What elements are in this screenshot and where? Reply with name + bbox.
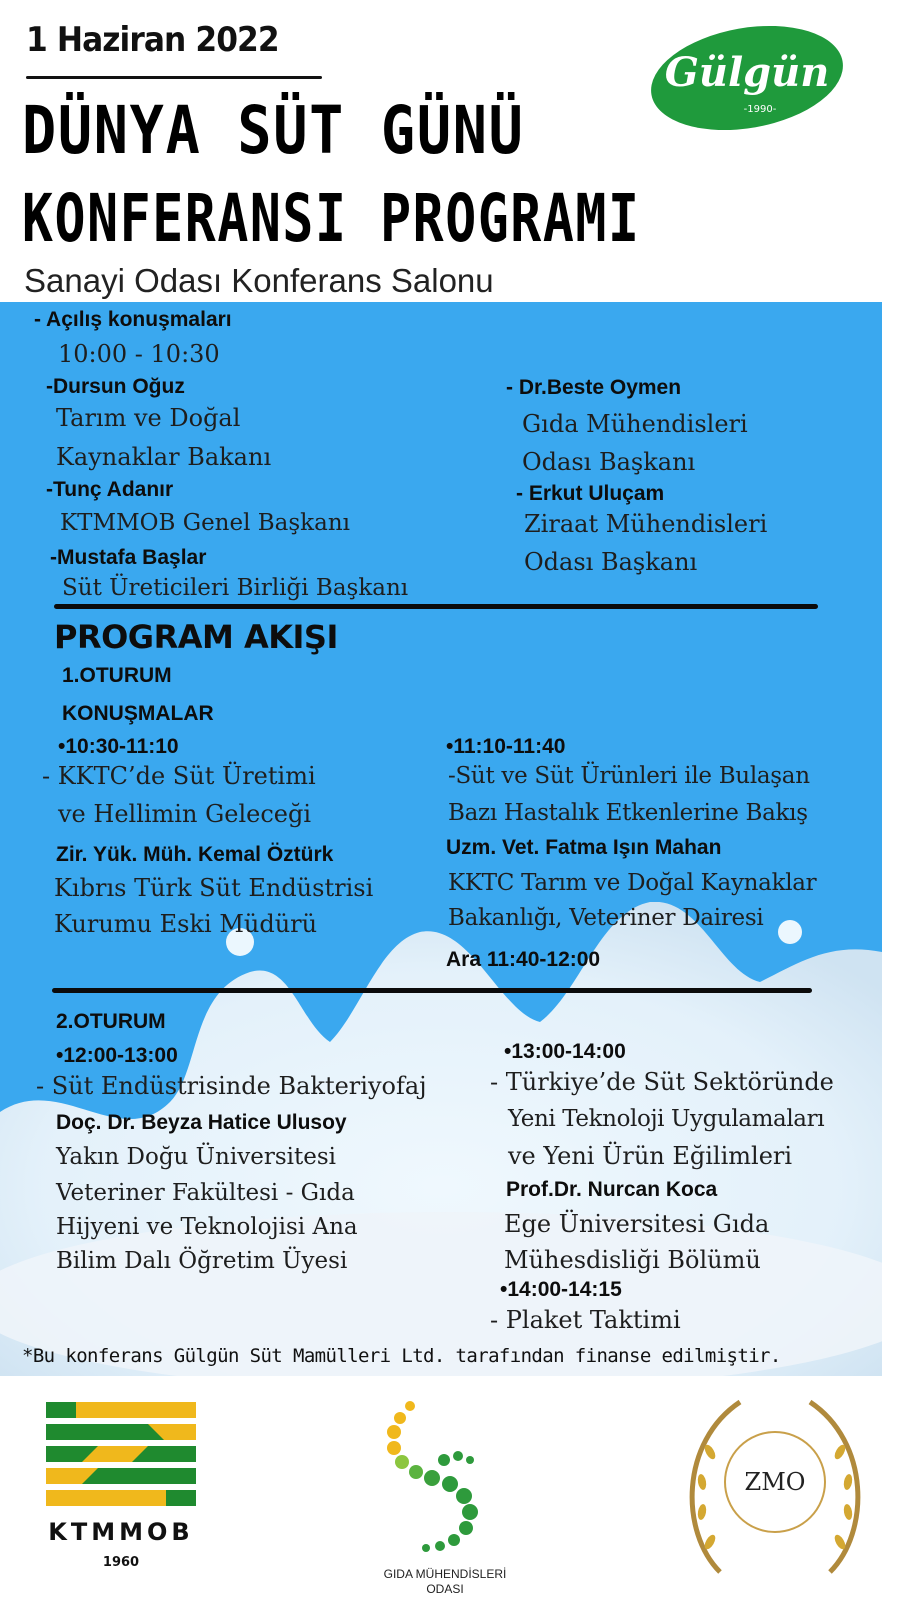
talk-title: -Süt ve Süt Ürünleri ile Bulaşan xyxy=(448,763,810,789)
speaker-name: - Dr.Beste Oymen xyxy=(506,376,682,399)
opening-label: - Açılış konuşmaları xyxy=(34,308,232,331)
talk-time: •11:10-11:40 xyxy=(446,735,566,758)
talk-title: - Süt Endüstrisinde Bakteriyofaj xyxy=(36,1072,427,1100)
talk-affiliation: Kıbrıs Türk Süt Endüstrisi xyxy=(54,874,374,902)
talk-title: ve Hellimin Geleceği xyxy=(58,800,312,828)
talk-title: Yeni Teknoloji Uygulamaları xyxy=(508,1106,825,1132)
talk-time: •13:00-14:00 xyxy=(504,1040,626,1063)
event-date: 1 Haziran 2022 xyxy=(26,20,279,60)
talk-speaker: Prof.Dr. Nurcan Koca xyxy=(506,1178,718,1201)
talk-title: - Plaket Taktimi xyxy=(490,1306,681,1334)
venue: Sanayi Odası Konferans Salonu xyxy=(24,262,494,299)
talk-time: •14:00-14:15 xyxy=(500,1278,622,1301)
speaker-role: Gıda Mühendisleri xyxy=(522,410,748,438)
speaker-role: Odası Başkanı xyxy=(522,448,696,476)
speaker-name: - Erkut Uluçam xyxy=(516,482,665,505)
date-underline xyxy=(26,76,322,79)
break-time: Ara 11:40-12:00 xyxy=(446,948,601,971)
speaker-name: -Dursun Oğuz xyxy=(46,375,185,398)
talk-title: ve Yeni Ürün Eğilimleri xyxy=(508,1142,793,1170)
gulgun-logo-name: Gülgün xyxy=(664,49,830,96)
ktmmob-logo-name: KTMMOB xyxy=(48,1518,194,1546)
gulgun-logo xyxy=(648,22,846,134)
talk-speaker: Uzm. Vet. Fatma Işın Mahan xyxy=(446,836,722,859)
talk-affiliation: Hijyeni ve Teknolojisi Ana xyxy=(56,1214,358,1240)
talk-affiliation: Bakanlığı, Veteriner Dairesi xyxy=(448,905,764,931)
speaker-name: -Mustafa Başlar xyxy=(50,546,207,569)
talk-title: - KKTC’de Süt Üretimi xyxy=(42,762,316,790)
session-label: 2.OTURUM xyxy=(56,1010,166,1033)
talk-affiliation: Bilim Dalı Öğretim Üyesi xyxy=(56,1248,348,1274)
zmo-logo-name: ZMO xyxy=(744,1468,806,1496)
talk-affiliation: Ege Üniversitesi Gıda xyxy=(504,1210,770,1238)
session-sublabel: KONUŞMALAR xyxy=(62,702,214,725)
talk-affiliation: Mühesdisliği Bölümü xyxy=(504,1246,761,1274)
funding-note: *Bu konferans Gülgün Süt Mamülleri Ltd. tarafından finanse edilmiştir. xyxy=(22,1345,781,1367)
talk-title: - Türkiye’de Süt Sektöründe xyxy=(490,1068,834,1096)
talk-speaker: Doç. Dr. Beyza Hatice Ulusoy xyxy=(56,1111,347,1134)
talk-affiliation: Yakın Doğu Üniversitesi xyxy=(56,1144,336,1170)
title-line-2: KONFERANSI PROGRAMI xyxy=(22,180,641,257)
title-line-1: DÜNYA SÜT GÜNÜ xyxy=(22,92,525,169)
section-divider xyxy=(54,604,818,609)
talk-time: •12:00-13:00 xyxy=(56,1044,178,1067)
ktmmob-logo xyxy=(38,1400,204,1576)
talk-time: •10:30-11:10 xyxy=(58,735,179,758)
speaker-role: Odası Başkanı xyxy=(524,548,698,576)
talk-affiliation: Veteriner Fakültesi - Gıda xyxy=(56,1180,355,1206)
talk-title: Bazı Hastalık Etkenlerine Bakış xyxy=(448,800,808,826)
program-title: PROGRAM AKIŞI xyxy=(54,618,338,656)
gida-logo-line2: ODASI xyxy=(426,1582,464,1596)
speaker-name: -Tunç Adanır xyxy=(46,478,174,501)
opening-time: 10:00 - 10:30 xyxy=(58,340,220,368)
talk-affiliation: KKTC Tarım ve Doğal Kaynaklar xyxy=(448,870,817,896)
milk-splash-image xyxy=(0,902,882,1376)
speaker-role: Süt Üreticileri Birliği Başkanı xyxy=(62,575,409,601)
speaker-role: Kaynaklar Bakanı xyxy=(56,443,272,471)
speaker-role: Tarım ve Doğal xyxy=(56,404,241,432)
session-label: 1.OTURUM xyxy=(62,664,172,687)
gulgun-logo-year: -1990- xyxy=(743,104,777,115)
speaker-role: Ziraat Mühendisleri xyxy=(524,510,768,538)
section-divider xyxy=(52,988,812,993)
zmo-logo xyxy=(680,1382,870,1596)
gida-logo-line1: GIDA MÜHENDİSLERİ xyxy=(383,1567,507,1581)
speaker-role: KTMMOB Genel Başkanı xyxy=(60,510,351,536)
ktmmob-logo-year: 1960 xyxy=(102,1555,140,1570)
talk-affiliation: Kurumu Eski Müdürü xyxy=(54,910,318,938)
gida-muhendisleri-logo xyxy=(340,1386,550,1600)
talk-speaker: Zir. Yük. Müh. Kemal Öztürk xyxy=(56,843,334,866)
